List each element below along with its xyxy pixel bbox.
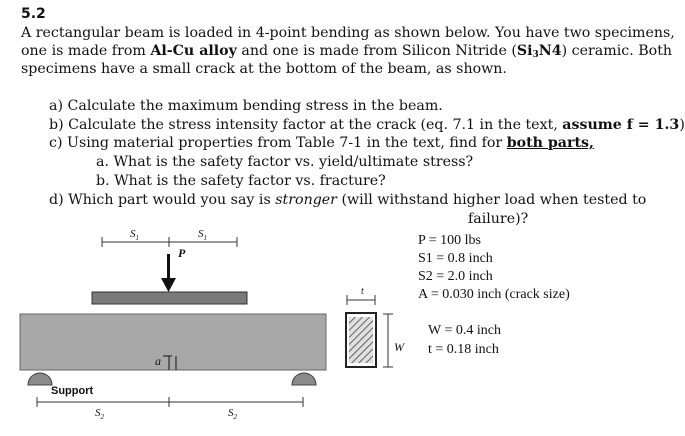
thickness-label: t: [361, 286, 364, 297]
given-a: A = 0.030 inch (crack size): [418, 287, 570, 302]
crack-label: a: [155, 354, 161, 368]
s1-label-right: [198, 228, 207, 242]
intro-line-3: specimens have a small crack at the bottom of the beam, as shown.: [21, 61, 507, 77]
intro-text: and one is made from Silicon Nitride (: [236, 43, 517, 59]
s2-label-left: [95, 407, 104, 421]
s2-label-right: [228, 407, 237, 421]
intro-line-1: A rectangular beam is loaded in 4-point bending as shown below. You have two specimens,: [21, 25, 675, 41]
part-b-assumption: assume f = 1.3: [562, 117, 680, 133]
material-alcu: Al-Cu alloy: [150, 43, 237, 59]
intro-text: one is made from: [21, 43, 151, 59]
support-right: [292, 373, 316, 385]
given-t: t = 0.18 inch: [428, 342, 499, 357]
beam: [20, 314, 326, 370]
support-label: Support: [51, 385, 94, 397]
s1-right-sub: 1: [203, 234, 207, 243]
part-c-emphasis: both parts,: [506, 135, 594, 151]
part-c-sub-a: a. What is the safety factor vs. yield/ultimate stress?: [96, 154, 474, 170]
part-b-text: b) Calculate the stress intensity factor at the crack (eq. 7.1 in the text,: [49, 117, 563, 133]
part-d-text-2: (will withstand higher load when tested to: [336, 192, 647, 208]
s2-right-letter: S: [228, 407, 234, 419]
s1-label-left: [130, 228, 139, 242]
part-d-text: d) Which part would you say is: [49, 192, 276, 208]
s1-dimension: [102, 237, 237, 247]
si-subscript: 3: [532, 50, 539, 60]
problem-number: 5.2: [21, 6, 46, 22]
n4-symbol: N4: [538, 43, 562, 59]
given-s2: S2 = 2.0 inch: [418, 269, 493, 284]
load-arrow: [161, 254, 176, 292]
part-a: a) Calculate the maximum bending stress in the beam.: [49, 98, 443, 114]
s1-left-sub: 1: [135, 234, 139, 243]
support-left: [28, 373, 52, 385]
intro-text: ) ceramic. Both: [561, 43, 673, 59]
s1-right-letter: S: [198, 228, 204, 240]
width-label: W: [394, 340, 404, 354]
part-c-sub-b: b. What is the safety factor vs. fracture?: [96, 173, 386, 189]
cross-section: [346, 295, 393, 367]
s1-left-letter: S: [130, 228, 136, 240]
part-c-text: c) Using material properties from Table 7-1 in the text, find for: [49, 135, 507, 151]
s2-dimension: [37, 397, 303, 407]
load-label: P: [178, 246, 186, 260]
given-w: W = 0.4 inch: [428, 323, 501, 338]
part-b-close: ): [679, 117, 685, 133]
given-p: P = 100 lbs: [418, 233, 481, 248]
loading-plate: [92, 292, 247, 304]
part-d-line-2: failure)?: [468, 211, 529, 227]
s2-left-letter: S: [95, 407, 101, 419]
part-d-emphasis: stronger: [275, 192, 337, 208]
s2-left-sub: 2: [100, 413, 104, 422]
si-symbol: Si: [516, 43, 533, 59]
s2-right-sub: 2: [233, 413, 237, 422]
given-s1: S1 = 0.8 inch: [418, 251, 493, 266]
